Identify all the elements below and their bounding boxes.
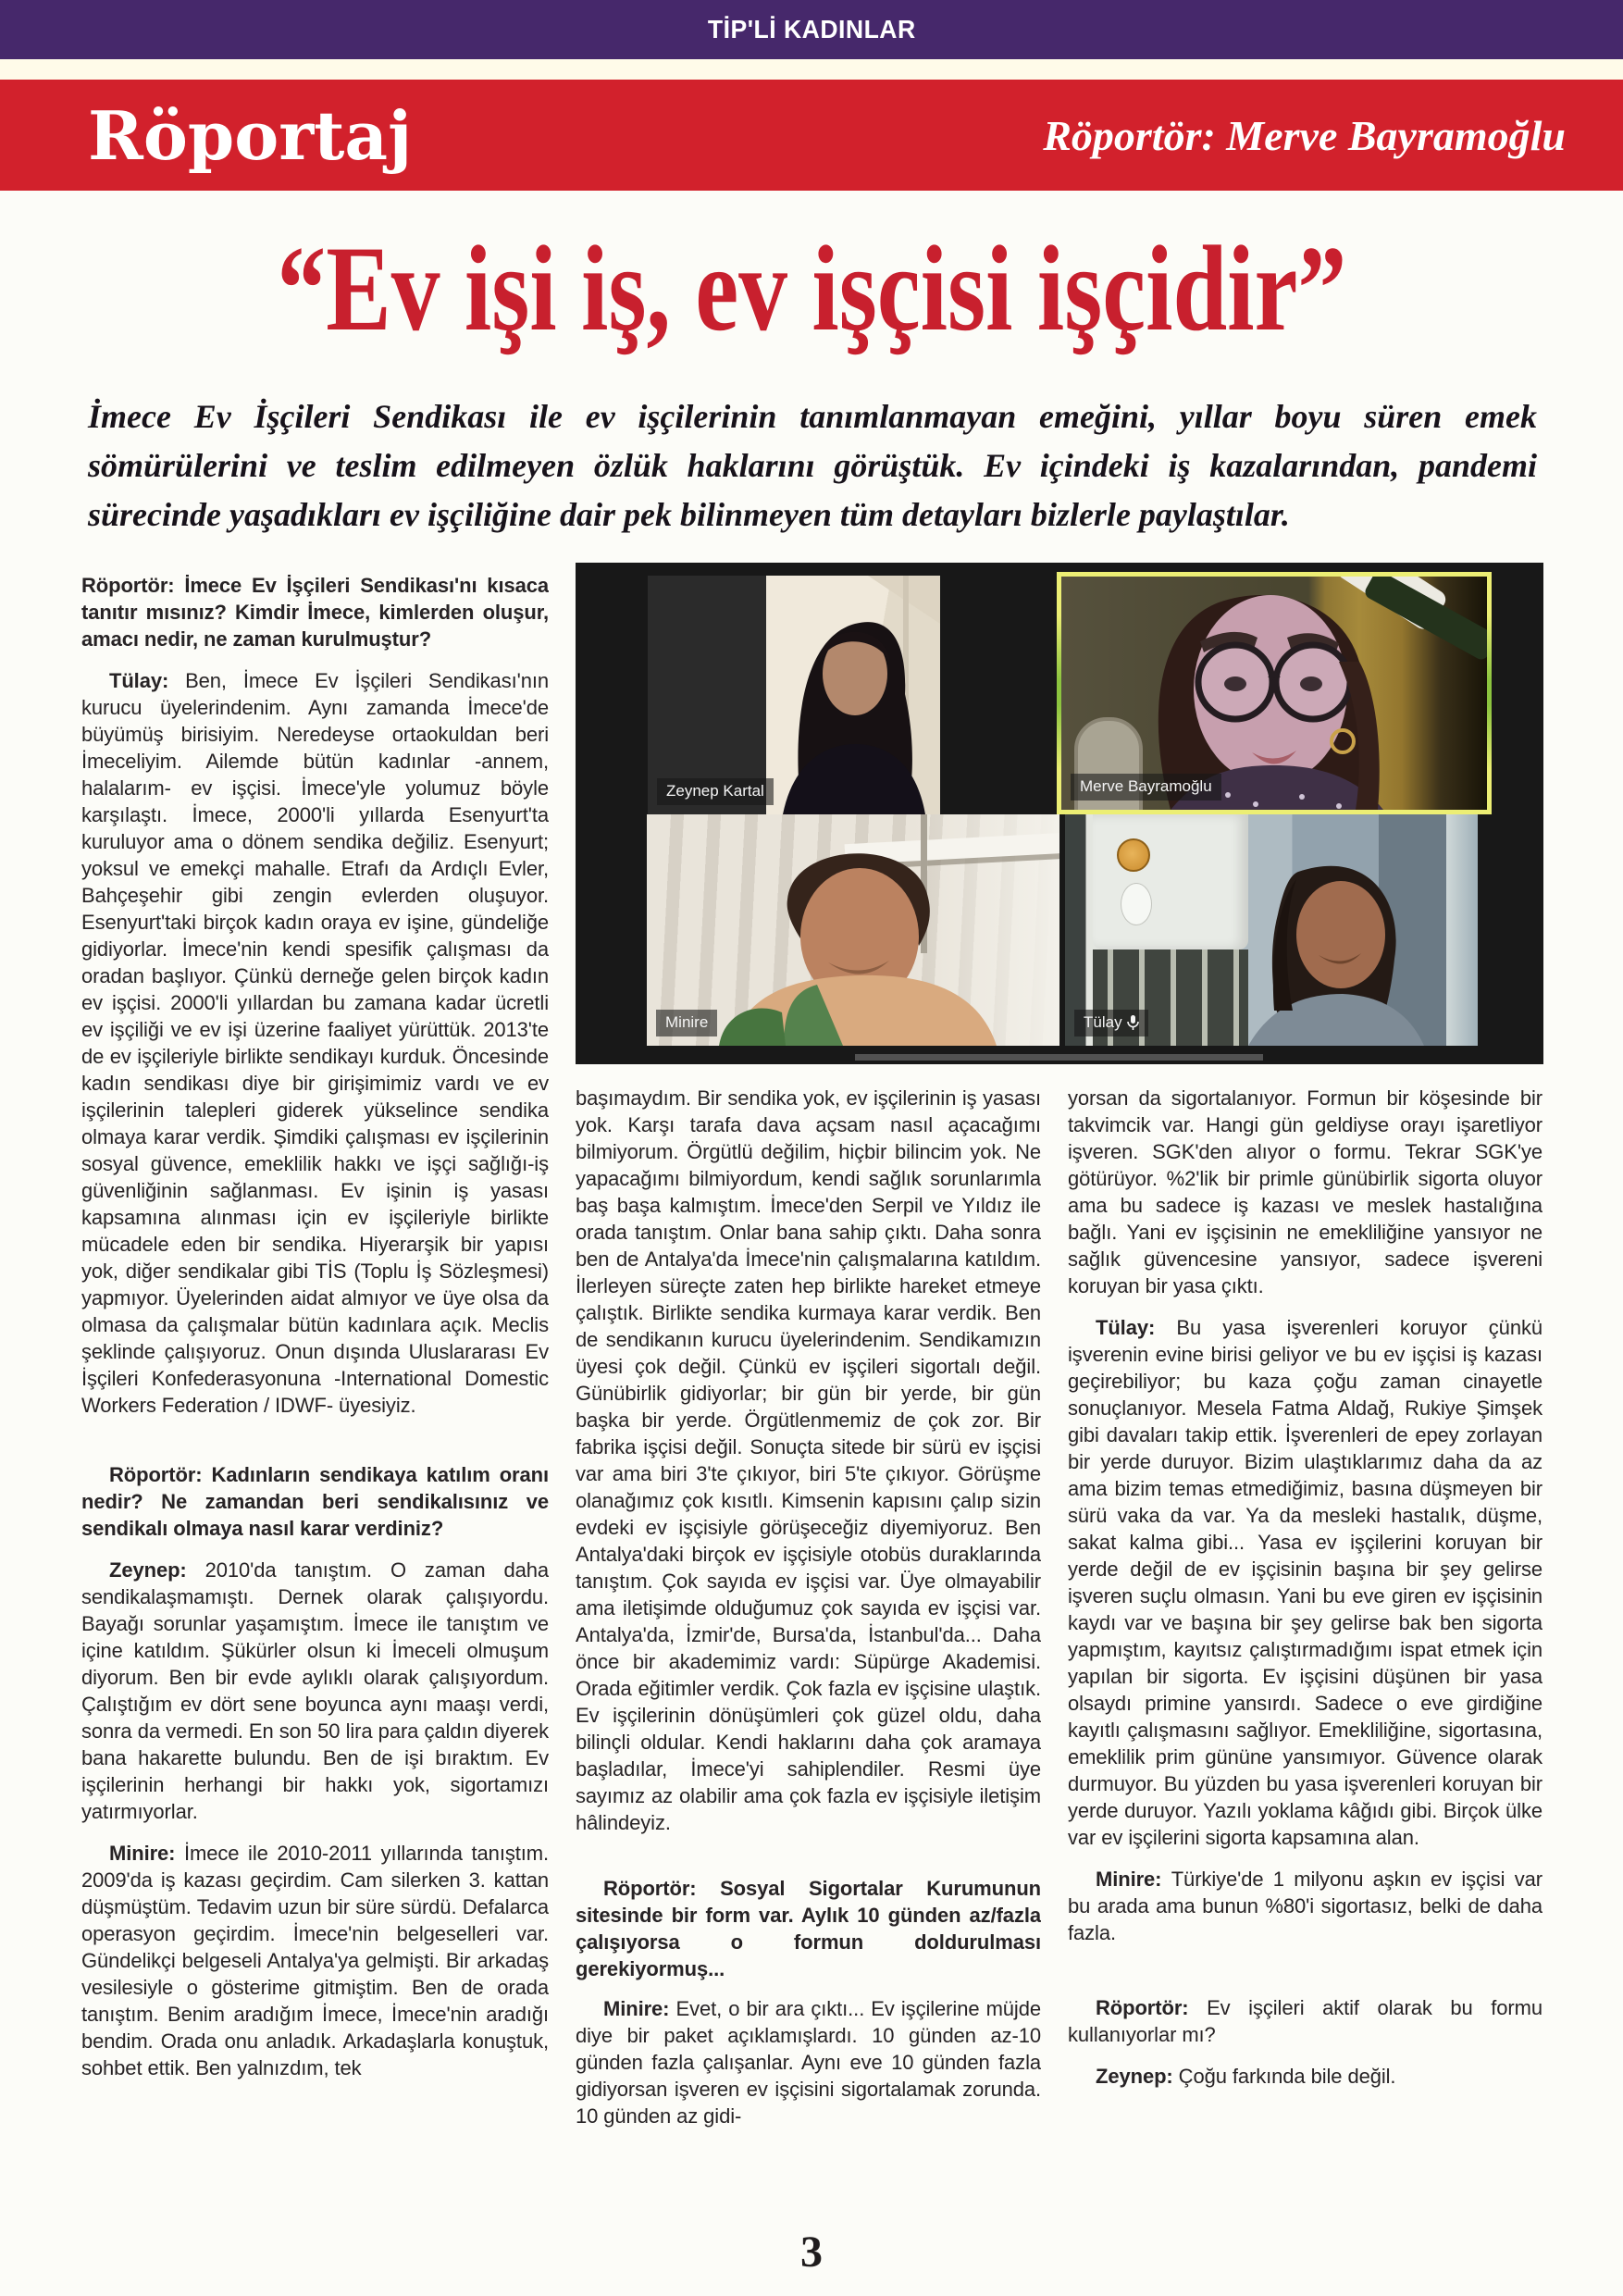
participant-tile-merve-active xyxy=(1057,572,1492,814)
interview-paragraph: Minire: Türkiye'de 1 milyonu aşkın ev işçisi var bu arada ama bunun %80'i sigortasız, belki de daha fazla. xyxy=(1068,1868,1542,1944)
interviewer-byline: Röportör: Merve Bayramoğlu xyxy=(1043,111,1566,159)
interview-paragraph: Minire: Evet, o bir ara çıktı... Ev işçilerine müjde diye bir paket açıklamışlardı. 10 günden az-10 günden fazla çalışanlar. Aynı eve 10 günden fazla gidiyorsan işveren ev işçisini sigortalamak zorunda. 10 günden az gidi- xyxy=(576,1997,1041,2128)
participant-name-label xyxy=(656,1010,717,1036)
interview-paragraph: başımaydım. Bir sendika yok, ev işçilerinin iş yasası yok. Karşı tarafa dava açsam nasıl açacağımı bilmiyorum. Örgütlü değilim, hiçbir bilincim yok. Ne yapacağımı bilmiyordum, kendi sağlık sorunlarımla baş başa kalmıştım. İmece'den Serpil ve Yıldız ile orada tanıştım. Onlar bana sahip çıktı. Daha sonra ben de Antalya'da İmece'nin çalışmalarına katıldım. İlerleyen süreçte zaten hep birlikte hareket etmeye çalıştık. Birlikte sendika kurmaya karar verdik. Ben de sendikanın kurucu üyelerindenim. Sendikamızın üyesi çok değil. Çünkü ev işçileri sigortalı değil. Günübirlik gidiyorlar; bir gün bir yerde, bir gün başka bir yerde. Örgütlenmemiz de çok zor. Bir fabrika işçisi değil. Sonuçta sitede bir sürü ev işçisi var ama biri 3'te çıkıyor, biri 5'te çıkıyor. Görüşme olanağımız çok kısıtlı. Kimsenin kapısını çalıp sizin evdeki ev işçisiyle görüşeceğiz diyemiyoruz. Ben Antalya'daki birçok ev işçisiyle otobüs duraklarında tanıştım. Çok sayıda ev işçisi var. Üye olmayabilir ama iletişimde olduğumuz çok sayıda ev işçisi var. Antalya'da, İzmir'de, Bursa'da, İstanbul'da... Daha önce bir akademimiz vardı: Süpürge Akademisi. Orada eğitimler verdik. Çok fazla ev işçisine ulaştık. Ev işçilerinin dönüşümleri çok güzel oldu, daha bilinçli oldular. Kendi haklarını daha çok aramaya başladılar, İmece'yi sahiplendiler. Resmi üye sayımız az olabilir ama çok fazla ev işçisiyle iletişim hâlindeyiz. xyxy=(576,1086,1041,1834)
interview-paragraph: Zeynep: Çoğu farkında bile değil. xyxy=(1096,2065,1396,2088)
interview-paragraph: Tülay: Bu yasa işverenleri koruyor çünkü işverenin evine birisi geliyor ve bu ev işçisi iş kazası geçirebiliyor; bu kaza çoğu zaman cinayetle sonuçlanıyor. Mesela Fatma Aldağ, Rukiye Şimşek gibi davaları takip ettik. İşverenleri de epey zorlayan bir yerde duruyor. Bizim ulaştıklarımız daha da az ama bizim temas etmediğimiz, basına düşmeyen bir sürü vaka da var. Ya da mesleki hastalık, düşme, sakat kalma gibi... Yasa ev işçilerini koruyan bir yerde değil de ev işçisinin başına bir şey gelirse işveren suçlu olmasın. Yani bu eve giren ev işçisinin kaydı var ve başına bir şey gelirse bak ben sigorta yapmıştım, kayıtsız çalıştırmadığımı ispat etmek için yapılan bir sigorta. Ev işçisini düşünen bir yasa olsaydı primine yansırdı. Sadece o eve girdiğine kayıtlı çalışmasını sağlıyor. Emekliliğine, sigortasına, emeklilik prim gününe yansımıyor. Güvence olarak durmuyor. Bu yüzden bu yasa işverenleri koruyan bir yerde duruyor. Yazılı yoklama kâğıdı gibi. Birçok ülke var ev işçilerini sigorta kapsamına alan. xyxy=(1068,1316,1542,1849)
participant-tile-tulay xyxy=(1065,814,1478,1046)
page-number: 3 xyxy=(800,2228,823,2277)
participant-name: Zeynep Kartal xyxy=(666,782,764,800)
participant-tile-zeynep xyxy=(648,576,940,814)
interview-paragraph: yorsan da sigortalanıyor. Formun bir köşesinde bir takvimcik var. Hangi gün geldiyse orayı işaretliyor işveren. SGK'den alıyor o formu. Tekrar SGK'ye götürüyor. %2'lik bir primle günübirlik sigorta oluyor ama bu sadece iş kazası ve meslek hastalığına bağlı. Yani ev işçisinin ne emekliliğine yansıyor ne sağlık güvencesine yansıyor, sadece işvereni koruyan bir yasa çıktı. xyxy=(1068,1086,1542,1297)
speaker-name: Minire: xyxy=(109,1842,185,1865)
interview-paragraph: Röportör: Ev işçileri aktif olarak bu formu kullanıyorlar mı? xyxy=(1068,1996,1542,2046)
article-column-left xyxy=(81,572,549,2238)
participant-tile-minire xyxy=(647,814,1059,1046)
participant-name: Tülay xyxy=(1084,1013,1122,1031)
speaker-name: Zeynep: xyxy=(1096,2065,1179,2088)
masthead-bar xyxy=(0,0,1623,59)
interview-question: Röportör: Kadınların sendikaya katılım oranı nedir? Ne zamandan beri sendikalısınız ve sendikalı olmaya nasıl karar verdiniz? xyxy=(81,1463,549,1540)
muted-mic-icon xyxy=(1127,1015,1139,1031)
masthead-title: TİP'Lİ KADINLAR xyxy=(707,15,916,43)
section-label: Röportaj xyxy=(88,95,413,175)
speaker-name: Tülay: xyxy=(1096,1316,1177,1339)
participant-name: Merve Bayramoğlu xyxy=(1080,777,1212,795)
interview-paragraph: Tülay: Ben, İmece Ev İşçileri Sendikası'nın kurucu üyelerindenim. Aynı zamanda İmece'de büyümüş birisiyim. Neredeyse ortaokuldan beri İmeceliyim. Ailemde bütün kadınlar -annem, halalarım- ev işçisi. İmece'yle yolumuz böyle karşılaştı. İmece, 2000'li yıllarda Esenyurt'ta kuruluyor ama o dönem sendika değiliz. Esenyurt; yoksul ve emekçi mahalle. Etrafı da Ardıçlı Evler, Bahçeşehir gibi zengin evlerden oluşuyor. Esenyurt'taki birçok kadın oraya ev işine, gündeliğe gidiyorlar. İmece'nin kendi spesifik çalışması da oradan başlıyor. Çünkü derneğe gelen birçok kadın ev işçisi. 2000'li yıllardan bu zamana kadar ücretli ev işçiliği ve ev işi üzerine faaliyet yürüttük. 2013'te de ev işçileriyle birlikte sendikayı kurduk. Öncesinde kadın sendikası diye bir girişimimiz vardı ve ev işçilerinin talepleri giderek yükselince sendika olmaya karar verdik. Şimdiki çalışması ev işçilerinin sosyal güvence, emeklilik hakkı ve işçi sağlığı-iş güvenliğinin sağlanması. Ev işinin iş yasası kapsamına alınması için ev işçileriyle birlikte mücadele eden bir sendika. Hiyerarşik bir yapısı yok, diğer sendikalar gibi TİS (Toplu İş Sözleşmesi) yapmıyor. Üyelerinden aidat almıyor ve üye olsa da olmasa da çalışmalar bütün kadınlara açık. Meclis şeklinde çalışıyoruz. Onun dışında Uluslararası Ev İşçileri Konfederasyonuna -International Domestic Workers Federation / IDWF- üyesiyiz. xyxy=(81,669,549,1417)
speaker-name: Röportör: xyxy=(1096,1996,1208,2019)
interview-question: Röportör: İmece Ev İşçileri Sendikası'nı kısaca tanıtır mısınız? Kimdir İmece, kimlerden oluşur, amacı nedir, ne zaman kurulmuştur? xyxy=(81,574,549,651)
participant-name-label xyxy=(1071,774,1221,800)
speaker-name: Minire: xyxy=(1096,1868,1171,1891)
speaker-name: Zeynep: xyxy=(109,1558,205,1582)
article-lede: İmece Ev İşçileri Sendikası ile ev işçilerinin tanımlanmayan emeğini, yıllar boyu süren emek sömürülerini ve teslim edilmeyen özlük haklarını görüştük. Ev içindeki iş kazalarından, pandemi sürecinde yaşadıkları ev işçiliğine dair pek bilinmeyen tüm detayları bizlerle paylaştılar. xyxy=(88,398,1537,533)
article-headline: “Ev işi iş, ev işçisi işçidir” xyxy=(277,220,1346,356)
interview-question: Röportör: Sosyal Sigortalar Kurumunun sitesinde bir form var. Aylık 10 günden az/fazla çalışıyorsa o formun doldurulması gerekiyormuş... xyxy=(576,1877,1041,1980)
article-column-right xyxy=(1068,1085,1542,2280)
speaker-name: Tülay: xyxy=(109,669,186,692)
zeynep-portrait xyxy=(766,576,940,814)
interview-paragraph: Minire: İmece ile 2010-2011 yıllarında tanıştım. 2009'da iş kazası geçirdim. Cam silerken 3. kattan düşmüştüm. Tedavim uzun bir süre sürdü. Defalarca operasyon geçirdim. İmece'nin belgeselleri var. Gündelikçi belgeseli Antalya'ya gelmişti. Bir arkadaş vesilesiyle o gösterime gitmiştim. Ben de orada tanıştım. Benim aradığım İmece, İmece'nin aradığı bendim. Orada onu anladık. Arkadaşlarla konuştuk, sohbet ettik. Ben yalnızdım, tek xyxy=(81,1842,549,2079)
article-column-middle xyxy=(576,1085,1041,2280)
interview-paragraph: Zeynep: 2010'da tanıştım. O zaman daha sendikalaşmamıştı. Dernek olarak çalışıyordu. Bayağı sorunlar yaşamıştım. İmece ile tanıştım ve içine katıldım. Şükürler olsun ki İmeceli olmuşum diyorum. Ben bir evde aylıklı olarak çalışıyordum. Çalıştığım ev dört sene boyunca aynı maaşı verdi, sonra da vermedi. En son 50 lira para çaldın diyerek bana hakarette bulundu. Ben de işi bıraktım. Ev işçilerinin herhangi bir hakkı yok, sigortamızı yatırmıyorlar. xyxy=(81,1558,549,1823)
videocall-photo-grid xyxy=(576,563,1543,1064)
divider-strip xyxy=(0,59,1623,80)
section-banner xyxy=(0,80,1623,191)
speaker-name: Minire: xyxy=(603,1997,676,2020)
participant-name: Minire xyxy=(665,1013,709,1031)
videocall-toolbar-strip xyxy=(855,1054,1263,1061)
participant-name-label xyxy=(657,778,774,805)
participant-video-zeynep xyxy=(766,576,940,814)
participant-name-label xyxy=(1074,1010,1148,1036)
